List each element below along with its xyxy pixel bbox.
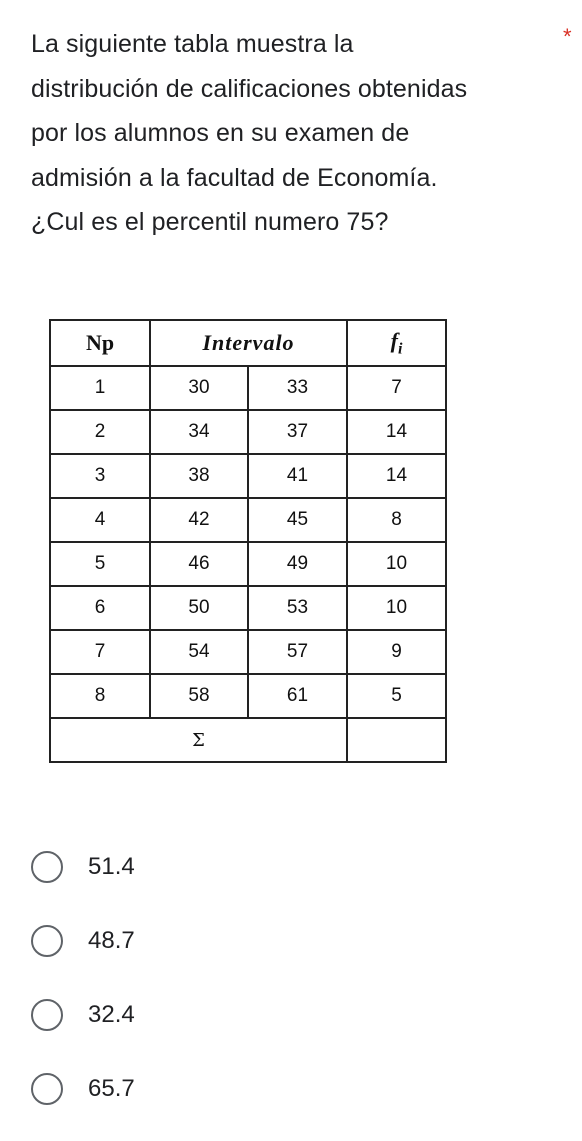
sum-value bbox=[347, 718, 446, 762]
cell-low: 46 bbox=[150, 542, 248, 586]
option-label: 51.4 bbox=[88, 853, 135, 880]
frequency-table-image bbox=[49, 319, 447, 763]
radio-button-icon[interactable] bbox=[31, 851, 63, 883]
option-label: 48.7 bbox=[88, 927, 135, 954]
question-line: ¿Cul es el percentil numero 75? bbox=[31, 208, 389, 236]
answer-options bbox=[31, 845, 135, 1141]
radio-button-icon[interactable] bbox=[31, 925, 63, 957]
cell-fi: 7 bbox=[347, 366, 446, 410]
radio-button-icon[interactable] bbox=[31, 1073, 63, 1105]
option-2[interactable] bbox=[31, 919, 135, 963]
cell-high: 49 bbox=[248, 542, 347, 586]
cell-high: 37 bbox=[248, 410, 347, 454]
cell-high: 53 bbox=[248, 586, 347, 630]
cell-low: 38 bbox=[150, 454, 248, 498]
question-line: La siguiente tabla muestra la bbox=[31, 30, 354, 58]
table-row bbox=[50, 586, 446, 630]
header-fi bbox=[347, 320, 446, 366]
question-line: distribución de calificaciones obtenidas bbox=[31, 74, 468, 103]
header-fi-symbol: f bbox=[390, 327, 398, 353]
table-row bbox=[50, 410, 446, 454]
cell-low: 58 bbox=[150, 674, 248, 718]
cell-high: 57 bbox=[248, 630, 347, 674]
option-label: 32.4 bbox=[88, 1001, 135, 1028]
question-line: por los alumnos en su examen de bbox=[31, 119, 410, 147]
cell-high: 61 bbox=[248, 674, 347, 718]
table-row bbox=[50, 542, 446, 586]
cell-np: 2 bbox=[50, 410, 150, 454]
cell-fi: 10 bbox=[347, 542, 446, 586]
sum-label: Σ bbox=[50, 718, 347, 762]
table-sum-row bbox=[50, 718, 446, 762]
table-row bbox=[50, 366, 446, 410]
cell-fi: 10 bbox=[347, 586, 446, 630]
header-interval: Intervalo bbox=[150, 320, 347, 366]
cell-low: 42 bbox=[150, 498, 248, 542]
cell-low: 30 bbox=[150, 366, 248, 410]
cell-np: 5 bbox=[50, 542, 150, 586]
question-line: admisión a la facultad de Economía. bbox=[31, 163, 438, 192]
cell-low: 34 bbox=[150, 410, 248, 454]
cell-high: 41 bbox=[248, 454, 347, 498]
cell-np: 4 bbox=[50, 498, 150, 542]
cell-np: 3 bbox=[50, 454, 150, 498]
cell-fi: 9 bbox=[347, 630, 446, 674]
cell-high: 33 bbox=[248, 366, 347, 410]
option-3[interactable] bbox=[31, 993, 135, 1037]
cell-np: 8 bbox=[50, 674, 150, 718]
cell-low: 54 bbox=[150, 630, 248, 674]
radio-button-icon[interactable] bbox=[31, 999, 63, 1031]
option-1[interactable] bbox=[31, 845, 135, 889]
cell-fi: 14 bbox=[347, 410, 446, 454]
option-label: 65.7 bbox=[88, 1075, 135, 1102]
cell-fi: 8 bbox=[347, 498, 446, 542]
question-text bbox=[31, 22, 561, 245]
cell-low: 50 bbox=[150, 586, 248, 630]
cell-fi: 14 bbox=[347, 454, 446, 498]
header-np: Np bbox=[50, 320, 150, 366]
table-header-row bbox=[50, 320, 446, 366]
required-asterisk: * bbox=[563, 24, 572, 49]
cell-np: 6 bbox=[50, 586, 150, 630]
header-fi-subscript: i bbox=[397, 340, 403, 358]
option-4[interactable] bbox=[31, 1067, 135, 1111]
frequency-table bbox=[49, 319, 447, 763]
cell-high: 45 bbox=[248, 498, 347, 542]
table-row bbox=[50, 630, 446, 674]
table-row bbox=[50, 498, 446, 542]
cell-np: 7 bbox=[50, 630, 150, 674]
table-row bbox=[50, 674, 446, 718]
table-row bbox=[50, 454, 446, 498]
cell-np: 1 bbox=[50, 366, 150, 410]
cell-fi: 5 bbox=[347, 674, 446, 718]
